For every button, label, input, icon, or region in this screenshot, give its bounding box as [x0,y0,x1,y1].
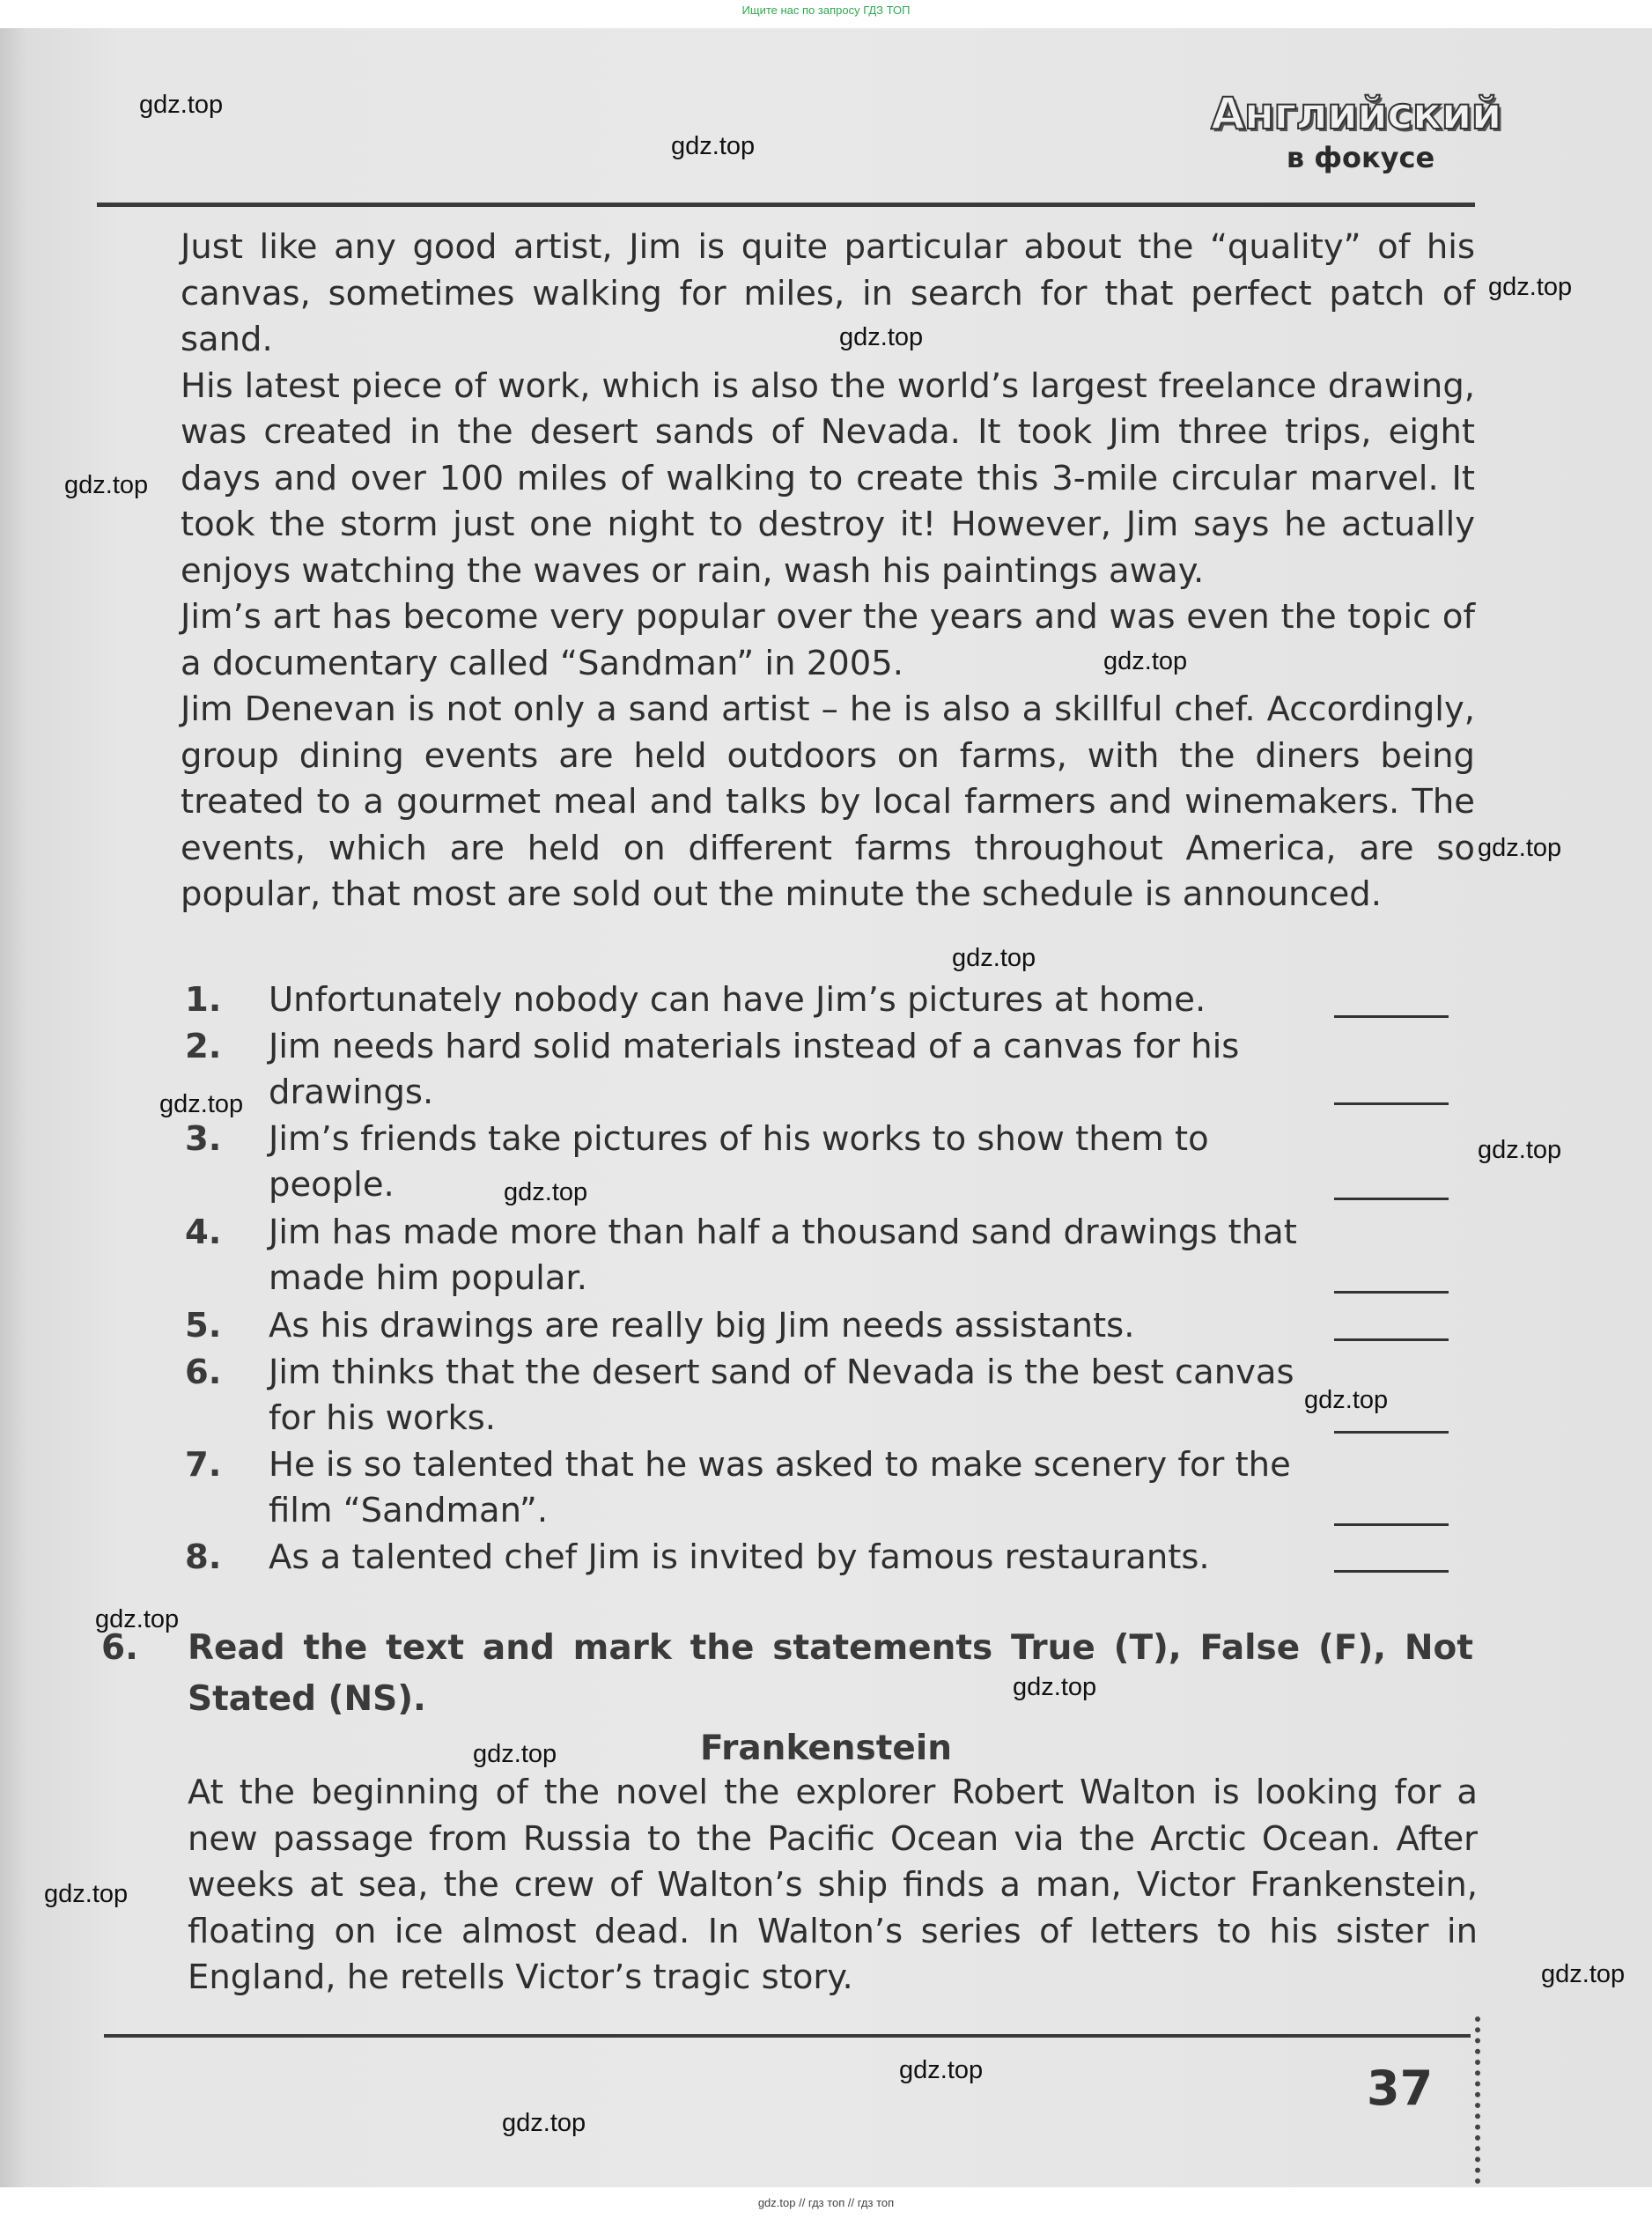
statement-text: Unfortunately nobody can have Jim’s pictures at home. [269,980,1206,1020]
watermark: gdz.top [899,2056,984,2084]
statement-number: 2. [185,1027,222,1066]
watermark: gdz.top [44,1880,129,1908]
statement-text: He is so talented that he was asked to make scenery for the film “Sandman”. [269,1445,1291,1530]
answer-blank[interactable] [1334,1102,1449,1105]
watermark: gdz.top [139,91,224,119]
statement-text: As his drawings are really big Jim needs assistants. [269,1306,1135,1345]
passage-sand-artist [181,225,1475,918]
paragraph: His latest piece of work, which is also the world’s largest freelance drawing, was created in the desert sands of Nevada. It took Jim three trips, eight days and over 100 miles of walking to create this 3-mile circular marvel. It took the storm just one night to destroy it! However, Jim says he actually enjoys watching the waves or rain, wash his paintings away. [181,365,1475,591]
statement-number: 1. [185,980,222,1020]
statement-text: Jim’s friends take pictures of his works to show them to people. [269,1119,1209,1205]
answer-blank[interactable] [1334,1291,1449,1294]
series-logo [1211,88,1501,185]
header-rule [97,203,1475,207]
answer-blank[interactable] [1334,1198,1449,1200]
page-edge-dots [1475,2016,1480,2184]
watermark: gdz.top [1103,647,1188,675]
statement-text: Jim has made more than half a thousand sand drawings that made him popular. [269,1213,1297,1298]
statement-text: As a talented chef Jim is invited by famous restaurants. [269,1537,1210,1577]
statement-number: 3. [185,1119,222,1159]
task-instruction: Read the text and mark the statements True (T), False (F), Not Stated (NS). [188,1628,1473,1719]
watermark: gdz.top [64,471,149,499]
watermark: gdz.top [1304,1386,1389,1414]
top-banner: Ищите нас по запросу ГДЗ ТОП [741,4,911,17]
watermark: gdz.top [952,944,1036,972]
statement-number: 8. [185,1537,222,1577]
watermark: gdz.top [504,1178,588,1206]
logo-subtitle: в фокусе [1286,141,1435,174]
watermark: gdz.top [502,2109,586,2137]
answer-blank[interactable] [1334,1570,1449,1573]
watermark: gdz.top [1541,1960,1626,1988]
statement-text: Jim thinks that the desert sand of Nevada is the best canvas for his works. [269,1353,1294,1438]
watermark: gdz.top [95,1605,180,1633]
logo-title: Английский [1211,88,1501,139]
statement-number: 4. [185,1213,222,1252]
text-title: Frankenstein [699,1729,952,1768]
statement-text: Jim needs hard solid materials instead of a canvas for his drawings. [269,1027,1240,1112]
paragraph: Jim Denevan is not only a sand artist – he is also a skillful chef. Accordingly, group dining events are held outdoors on farms, with the diners being treated to a gourmet meal and talks by local farmers and winemakers. The events, which are held on different farms throughout America, are so popular, that most are sold out the minute the schedule is announced. [181,689,1475,914]
watermark: gdz.top [1478,834,1562,862]
watermark: gdz.top [1488,273,1573,301]
watermark: gdz.top [839,323,924,351]
task-number: 6. [101,1628,138,1668]
page-number: 37 [1367,2060,1434,2116]
statement-number: 5. [185,1306,222,1345]
answer-blank[interactable] [1334,1015,1449,1018]
paragraph: Just like any good artist, Jim is quite particular about the “quality” of his canvas, sometimes walking for miles, in search for that perfect patch of sand. [181,227,1475,359]
watermark: gdz.top [671,132,756,160]
answer-blank[interactable] [1334,1338,1449,1341]
watermark: gdz.top [159,1090,244,1118]
watermark: gdz.top [1478,1136,1562,1164]
answer-blank[interactable] [1334,1523,1449,1526]
passage-frankenstein: At the beginning of the novel the explorer Robert Walton is looking for a new passage from Russia to the Pacific Ocean via the Arctic Ocean. After weeks at sea, the crew of Walton’s ship finds a man, Victor Frankenstein, floating on ice almost dead. In Walton’s series of letters to his sister in England, he retells Victor’s tragic story. [188,1773,1478,1997]
bottom-banner: gdz.top // гдз топ // гдз топ [757,2196,895,2209]
statement-number: 7. [185,1445,222,1485]
watermark: gdz.top [1013,1673,1097,1701]
watermark: gdz.top [473,1740,557,1768]
statement-number: 6. [185,1353,222,1392]
answer-blank[interactable] [1334,1431,1449,1434]
paragraph: Jim’s art has become very popular over the years and was even the topic of a documentary called “Sandman” in 2005. [181,597,1475,683]
footer-rule [104,2034,1471,2038]
